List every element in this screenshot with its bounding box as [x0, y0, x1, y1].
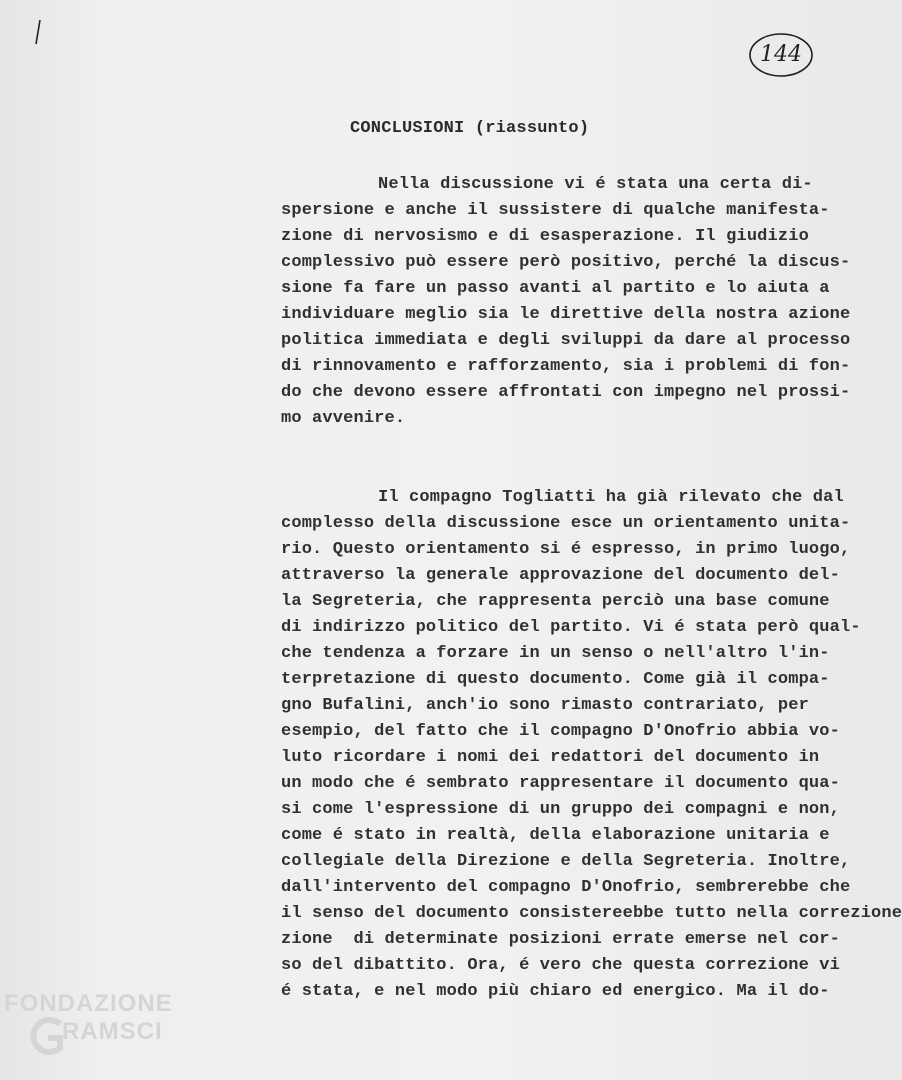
text-line: di rinnovamento e rafforzamento, sia i problemi di fon- [281, 357, 851, 376]
watermark-line-1: FONDAZIONE [4, 990, 173, 1017]
watermark-line-2: RAMSCI [62, 1018, 163, 1045]
text-line: so del dibattito. Ora, é vero che questa correzione vi [281, 956, 840, 975]
text-line: rio. Questo orientamento si é espresso, in primo luogo, [281, 540, 851, 559]
text-line: politica immediata e degli sviluppi da dare al processo [281, 331, 851, 350]
circled-number-icon [748, 30, 814, 78]
pen-mark-icon [32, 18, 44, 48]
text-line: do che devono essere affrontati con impegno nel prossi- [281, 383, 851, 402]
gramsci-g-logo-icon [30, 1016, 66, 1056]
text-line: attraverso la generale approvazione del documento del- [281, 566, 840, 585]
text-line: complessivo può essere però positivo, perché la discus- [281, 253, 851, 272]
text-line: terpretazione di questo documento. Come già il compa- [281, 670, 830, 689]
text-line: Nella discussione vi é stata una certa di- [378, 175, 813, 194]
text-line: é stata, e nel modo più chiaro ed energico. Ma il do- [281, 982, 830, 1001]
text-line: mo avvenire. [281, 409, 406, 428]
text-line: che tendenza a forzare in un senso o nell'altro l'in- [281, 644, 830, 663]
page-number-text: 144 [760, 41, 802, 67]
text-line: dall'intervento del compagno D'Onofrio, sembrerebbe che [281, 878, 851, 897]
text-line: complesso della discussione esce un orientamento unita- [281, 514, 851, 533]
text-line: un modo che é sembrato rappresentare il documento qua- [281, 774, 840, 793]
text-line: come é stato in realtà, della elaborazione unitaria e [281, 826, 830, 845]
text-line: si come l'espressione di un gruppo dei compagni e non, [281, 800, 840, 819]
page-number [748, 30, 814, 78]
fondazione-gramsci-watermark [0, 988, 210, 1058]
text-line: individuare meglio sia le direttive della nostra azione [281, 305, 851, 324]
text-line: la Segreteria, che rappresenta perciò una base comune [281, 592, 830, 611]
text-line: gno Bufalini, anch'io sono rimasto contrariato, per [281, 696, 809, 715]
text-line: zione di nervosismo e di esasperazione. Il giudizio [281, 227, 809, 246]
text-line: sione fa fare un passo avanti al partito e lo aiuta a [281, 279, 830, 298]
text-line: Il compagno Togliatti ha già rilevato che dal [378, 488, 844, 507]
text-line: collegiale della Direzione e della Segreteria. Inoltre, [281, 852, 851, 871]
text-line: zione di determinate posizioni errate emerse nel cor- [281, 930, 840, 949]
document-title: CONCLUSIONI (riassunto) [350, 119, 590, 138]
text-line: luto ricordare i nomi dei redattori del documento in [281, 748, 820, 767]
text-line: di indirizzo politico del partito. Vi é stata però qual- [281, 618, 861, 637]
text-line: spersione e anche il sussistere di qualche manifesta- [281, 201, 830, 220]
text-line: il senso del documento consistereebbe tutto nella correzione [281, 904, 902, 923]
text-line: esempio, del fatto che il compagno D'Onofrio abbia vo- [281, 722, 840, 741]
